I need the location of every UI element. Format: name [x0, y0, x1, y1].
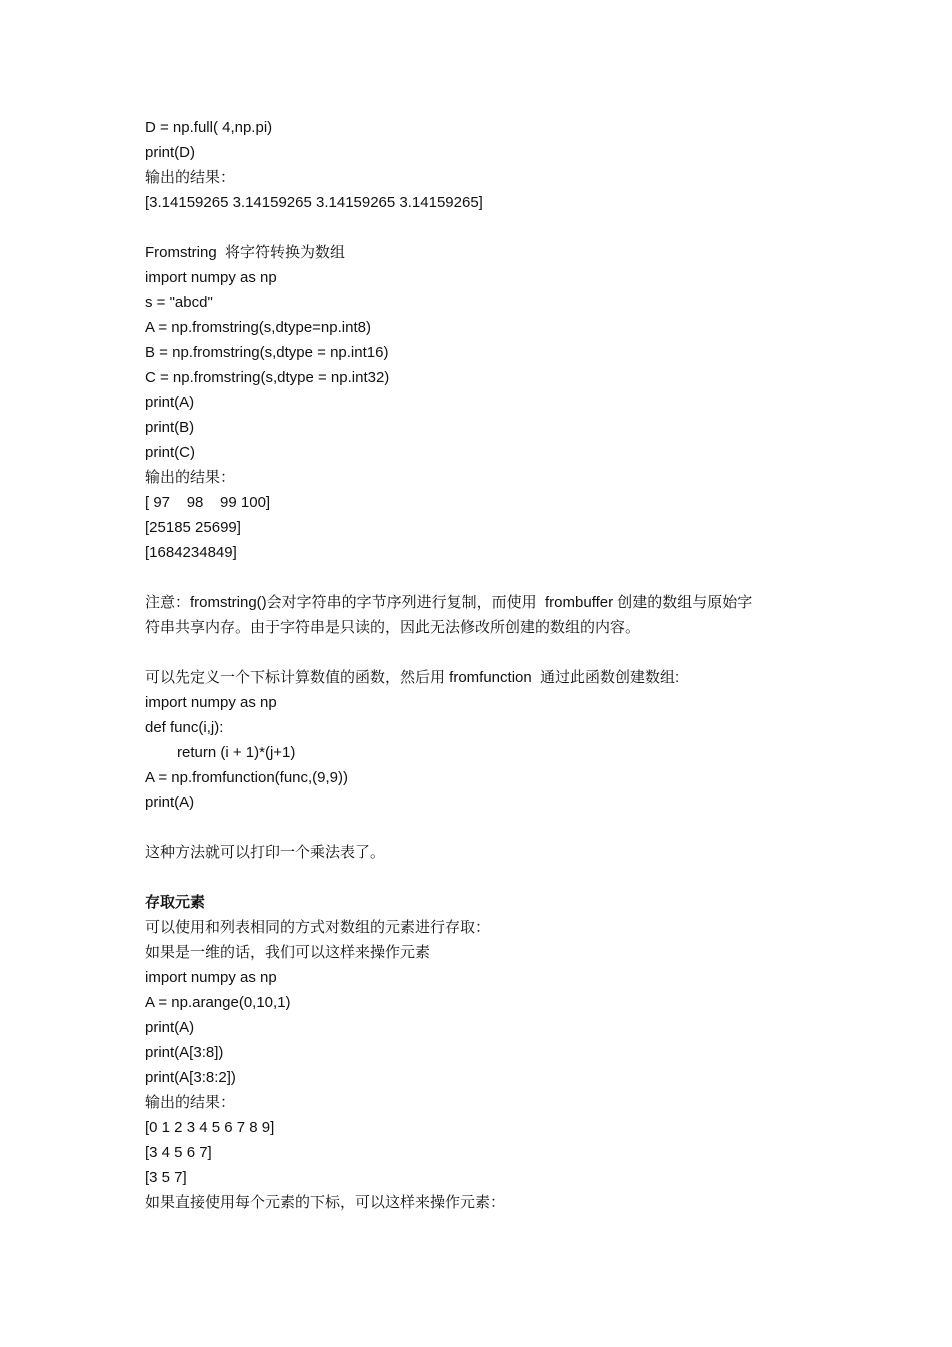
output-line: [25185 25699]	[145, 519, 241, 536]
code-line: print(A)	[145, 1019, 195, 1036]
code-line: import numpy as np	[145, 694, 277, 711]
document-content	[145, 115, 825, 1215]
code-line: C = np.fromstring(s,dtype = np.int32)	[145, 369, 390, 386]
note-paragraph-line-2: 符串共享内存。由于字符串是只读的，因此无法修改所创建的数组的内容。	[145, 619, 641, 636]
code-line: print(B)	[145, 419, 195, 436]
code-line: s = "abcd"	[145, 294, 213, 311]
code-line: print(C)	[145, 444, 196, 461]
fromfunction-intro: 可以先定义一个下标计算数值的函数，然后用 fromfunction 通过此函数创建数组:	[145, 669, 680, 686]
paragraph-line: 如果直接使用每个元素的下标，可以这样来操作元素：	[145, 1194, 506, 1211]
spacer	[145, 865, 825, 890]
spacer	[145, 640, 825, 665]
paragraph-line: 可以使用和列表相同的方式对数组的元素进行存取：	[145, 919, 491, 936]
output-line: [0 1 2 3 4 5 6 7 8 9]	[145, 1119, 275, 1136]
output-line: [3 5 7]	[145, 1169, 187, 1186]
code-line: print(A[3:8:2])	[145, 1069, 236, 1086]
output-label: 输出的结果：	[145, 1094, 236, 1111]
code-line: print(A)	[145, 794, 195, 811]
code-line: A = np.arange(0,10,1)	[145, 994, 291, 1011]
code-line-indented: return (i + 1)*(j+1)	[177, 744, 296, 761]
output-label: 输出的结果：	[145, 169, 236, 186]
code-line: import numpy as np	[145, 969, 277, 986]
output-line: [ 97 98 99 100]	[145, 494, 271, 511]
code-line: B = np.fromstring(s,dtype = np.int16)	[145, 344, 389, 361]
code-line: import numpy as np	[145, 269, 277, 286]
section-heading: 存取元素	[145, 894, 206, 911]
code-line: A = np.fromstring(s,dtype=np.int8)	[145, 319, 371, 336]
code-line: D = np.full( 4,np.pi)	[145, 119, 273, 136]
spacer	[145, 815, 825, 840]
code-line: A = np.fromfunction(func,(9,9))	[145, 769, 349, 786]
code-line: def func(i,j):	[145, 719, 224, 736]
paragraph-line: 如果是一维的话，我们可以这样来操作元素	[145, 944, 431, 961]
section-title-fromstring: Fromstring 将字符转换为数组	[145, 244, 346, 261]
output-line: [1684234849]	[145, 544, 237, 561]
output-line: [3 4 5 6 7]	[145, 1144, 212, 1161]
code-line: print(A[3:8])	[145, 1044, 224, 1061]
spacer	[145, 565, 825, 590]
multiplication-table-note: 这种方法就可以打印一个乘法表了。	[145, 844, 386, 861]
note-paragraph-line-1: 注意：fromstring()会对字符串的字节序列进行复制，而使用 frombuffer 创建的数组与原始字	[145, 594, 753, 611]
output-label: 输出的结果：	[145, 469, 236, 486]
output-line: [3.14159265 3.14159265 3.14159265 3.14159265]	[145, 194, 483, 211]
code-line: print(D)	[145, 144, 196, 161]
code-line: print(A)	[145, 394, 195, 411]
spacer	[145, 215, 825, 240]
